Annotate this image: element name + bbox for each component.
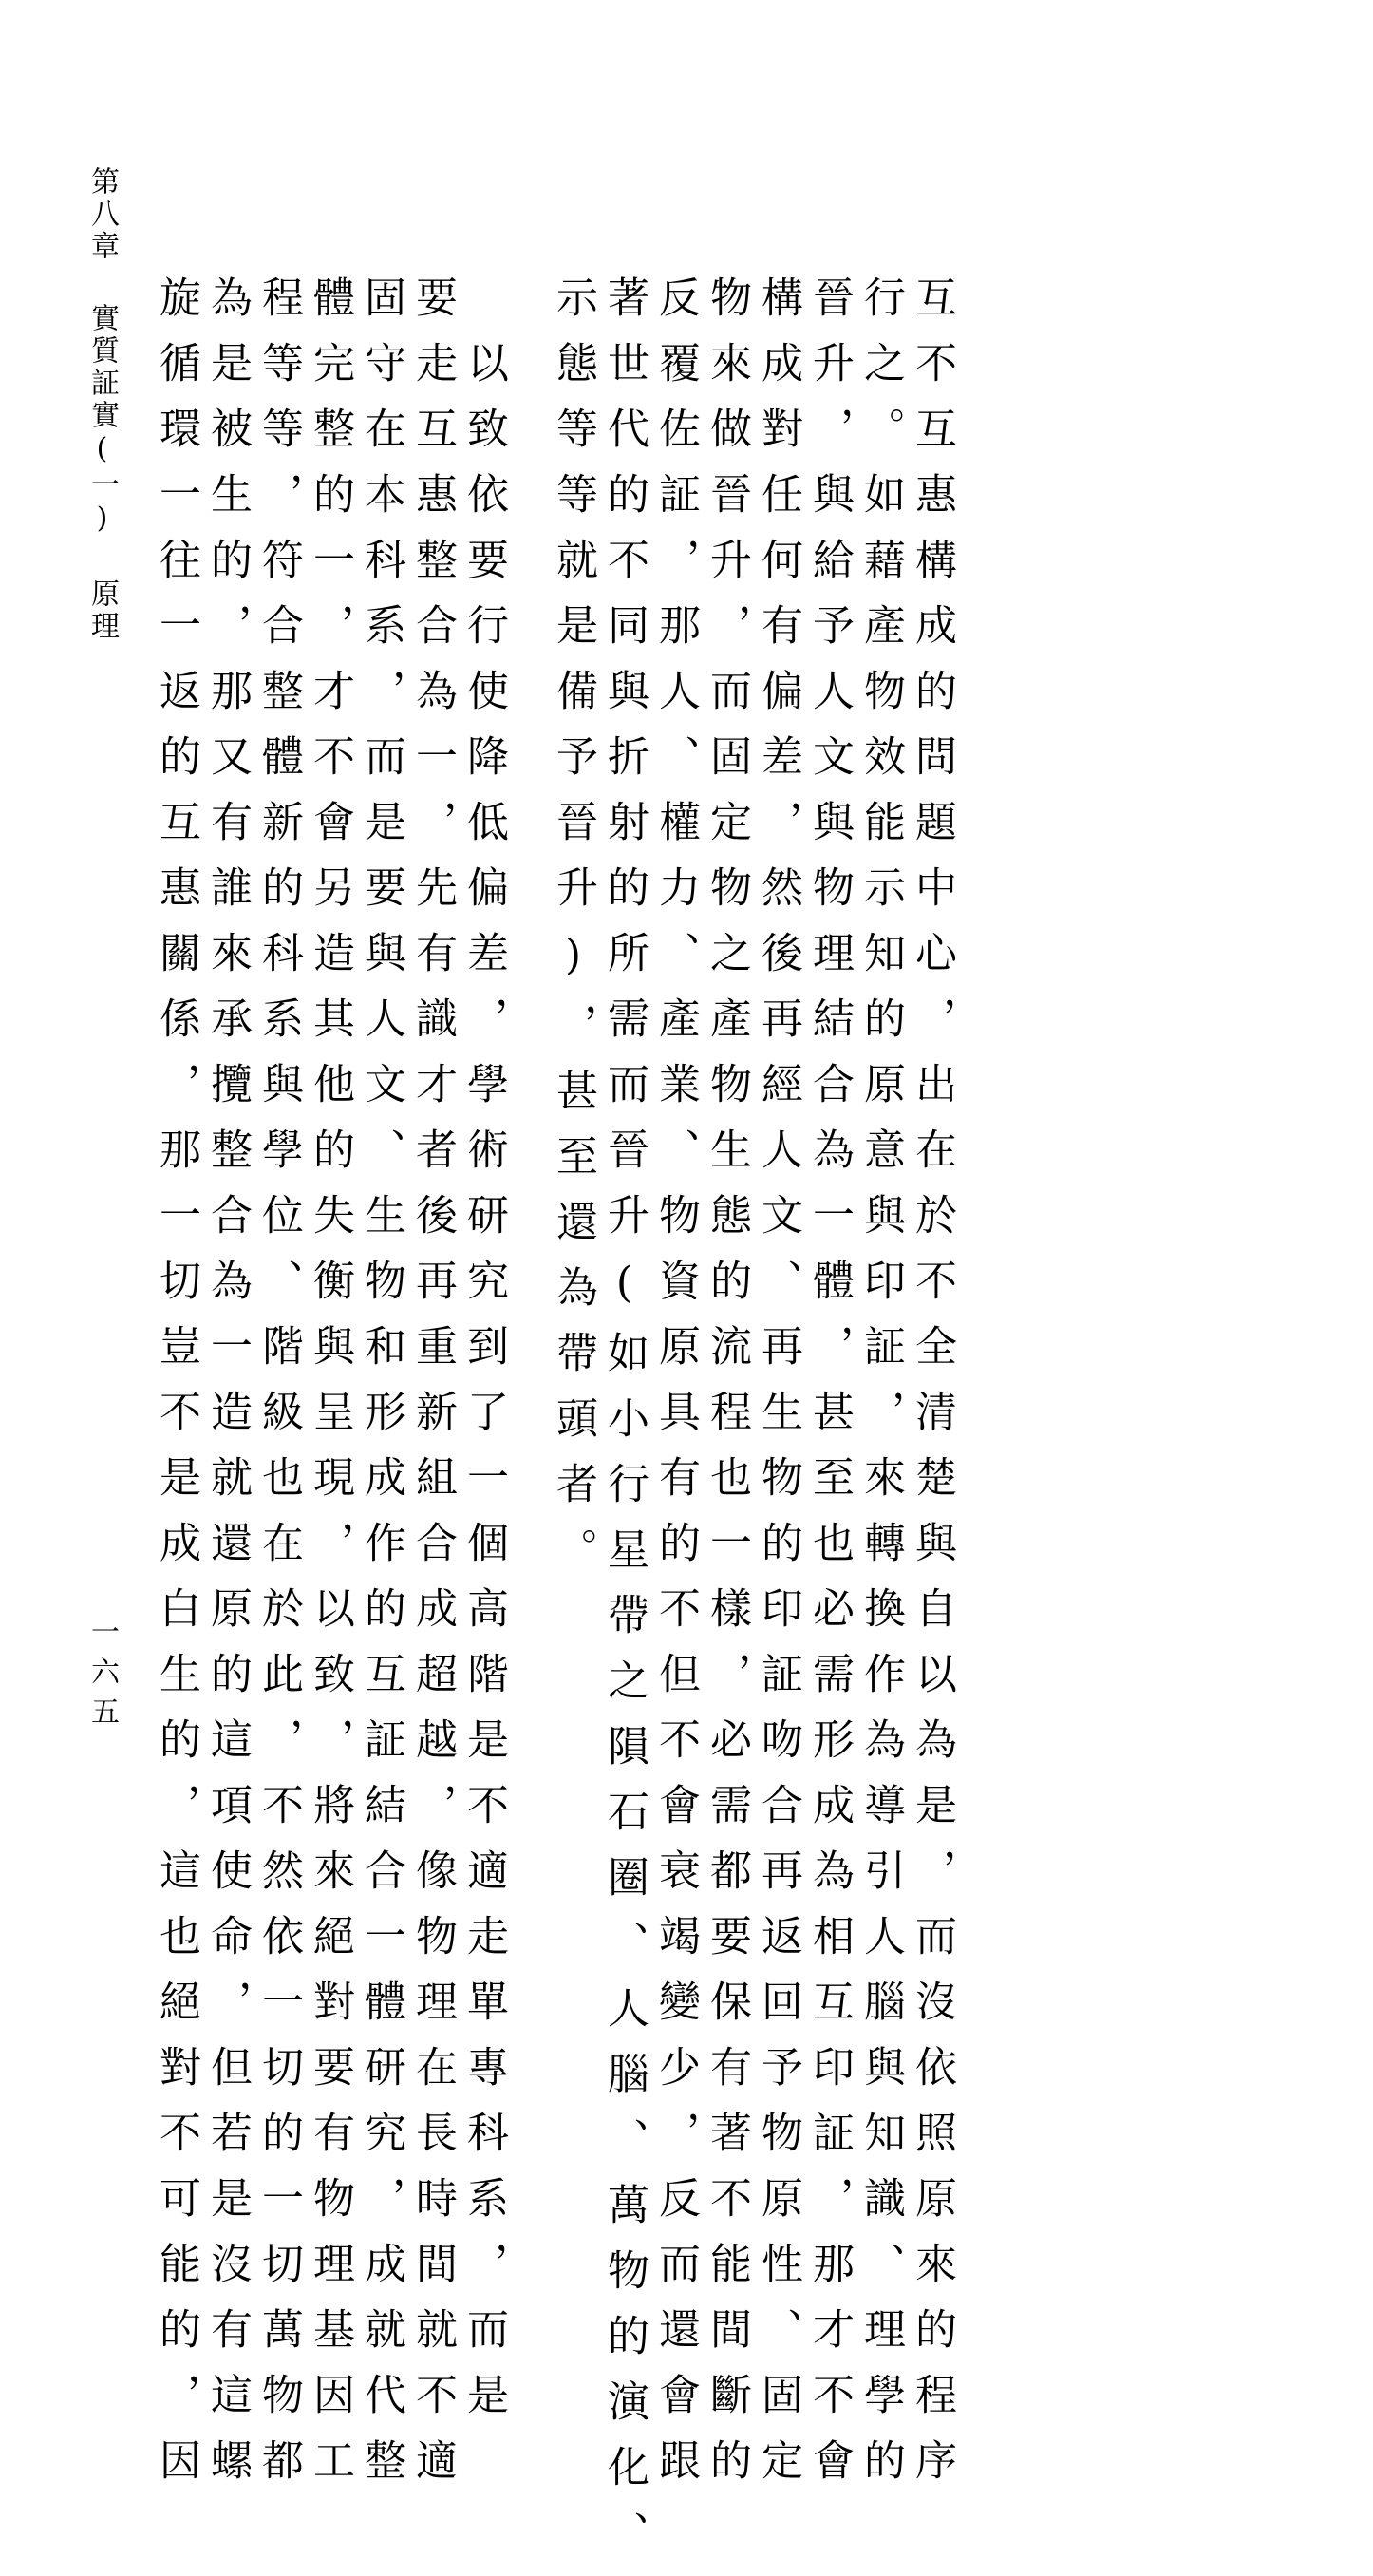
- text-column-2: 行之。如藉產物效能示知的原意與印証，來轉換作為導引人腦與知識、理學的: [856, 275, 905, 2504]
- text-column-8: 示態等等就是備予晉升)，甚至還為帶頭者。: [549, 275, 597, 1593]
- text-column-3: 晉升，與給予人文與物理結合為一體，甚至也必需形成為相互印証，那才不會: [805, 275, 854, 2504]
- text-column-6: 反覆佐証，那人、權力、產業、物資原具有的不但不會衰竭變少，反而還會跟: [651, 275, 700, 2504]
- text-column-14: 為是被生的，那又有誰來承攬整合為一造就還原的這項使命，但若是沒有這螺: [203, 275, 252, 2504]
- text-column-9: 以致依要行使降低偏差，學術研究到了一個高階是不適走單專科系，而是: [460, 341, 508, 2438]
- text-column-10: 要走互惠整合為一，先有識才者後再重新組合成超越，像物理在長時間就不適: [408, 275, 457, 2504]
- text-column-7: 著世代的不同與折射的所需而晉升(如小行星帶之隕石圈、人腦、萬物的演化、: [600, 275, 649, 2576]
- text-column-12: 體完整的一，才不會另造其他的失衡與呈現，以致，將來絕對要有物理基因工: [306, 275, 354, 2504]
- text-column-15: 旋循環一往一返的互惠關係，那一切豈不是成白生的，這也絕對不可能的，因: [152, 275, 200, 2504]
- text-column-5: 物來做晉升，而固定物之產物生態的流程也一樣，必需都要保有著不能間斷的: [703, 275, 751, 2504]
- text-column-11: 固守在本科系，而是要與人文、生物和形成作的互証結合一體研究，成就代整: [357, 275, 405, 2504]
- running-header: [84, 166, 119, 643]
- section-label: 原理: [85, 578, 119, 643]
- text-column-1: 互不互惠構成的問題中心，出在於不全清楚與自以為是，而沒依照原來的程序: [908, 275, 956, 2504]
- text-column-4: 構成對任何有偏差，然後再經人文、再生物的印証吻合再返回予物原性、固定: [754, 275, 802, 2504]
- chapter-label: 第八章: [85, 166, 119, 263]
- text-column-13: 程等等，符合整體新的科系與學位、階級也在於此，不然依一切的一切萬物都: [254, 275, 303, 2504]
- chapter-title: 實質証實(一): [85, 303, 119, 539]
- page-number: 一六五: [85, 1617, 119, 1736]
